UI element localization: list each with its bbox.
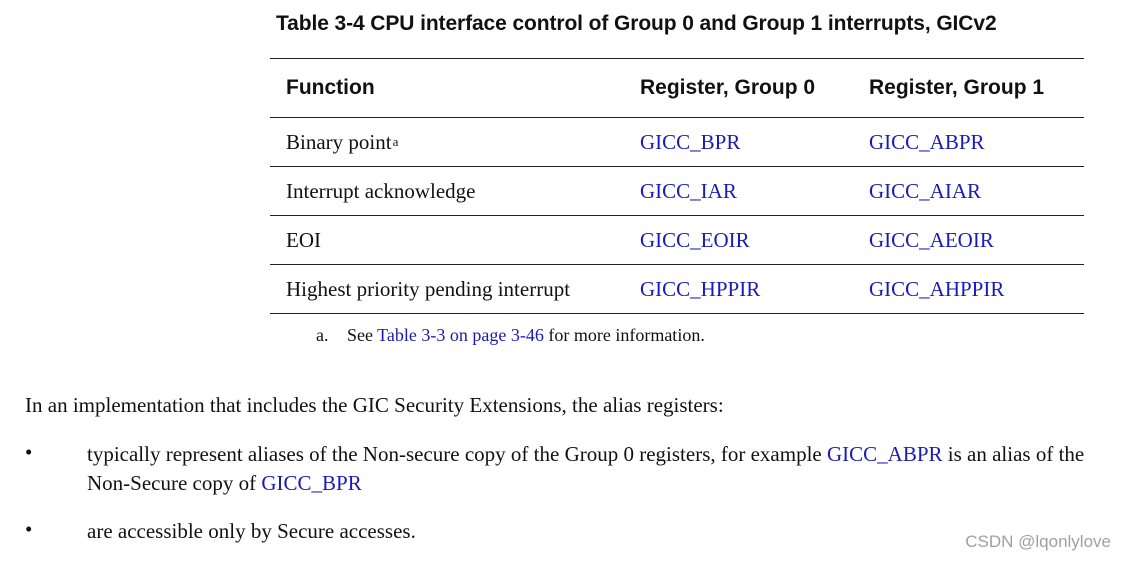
table-row bbox=[270, 216, 1084, 265]
footnote-mark[interactable]: a bbox=[392, 134, 399, 149]
list-item-text-part: is an alias of the Non-Secure copy of bbox=[87, 442, 1085, 495]
bullet-symbol: • bbox=[25, 440, 33, 464]
bullet-symbol: • bbox=[25, 517, 33, 541]
register-link-group-1[interactable]: GICC_AIAR bbox=[869, 178, 982, 203]
register-link-group-1[interactable]: GICC_AEOIR bbox=[869, 227, 994, 252]
footnote-prefix: See bbox=[347, 325, 378, 345]
table-header-row bbox=[270, 59, 1084, 118]
register-link-group-1[interactable]: GICC_ABPR bbox=[869, 129, 985, 154]
intro-paragraph: In an implementation that includes the GIC Security Extensions, the alias registers: bbox=[25, 393, 724, 417]
footnote-letter: a. bbox=[316, 325, 329, 345]
register-link-group-0[interactable]: GICC_IAR bbox=[640, 178, 737, 203]
function-cell: Interrupt acknowledge bbox=[286, 178, 476, 203]
watermark: CSDN @lqonlylove bbox=[965, 532, 1111, 551]
register-table bbox=[270, 58, 1084, 314]
gicc-abpr-link[interactable]: GICC_ABPR bbox=[826, 442, 943, 466]
list-item-text-part: typically represent aliases of the Non-secure copy of the Group 0 registers, for example bbox=[87, 442, 827, 466]
header-register-group-0: Register, Group 0 bbox=[640, 76, 816, 99]
table-caption: Table 3-4 CPU interface control of Group 0 and Group 1 interrupts, GICv2 bbox=[276, 12, 997, 35]
table-row bbox=[270, 167, 1084, 216]
register-link-group-1[interactable]: GICC_AHPPIR bbox=[869, 276, 1005, 301]
header-register-group-1: Register, Group 1 bbox=[869, 76, 1045, 99]
function-cell: Highest priority pending interrupt bbox=[286, 276, 571, 301]
footnote-table-link[interactable]: Table 3-3 on page 3-46 bbox=[377, 325, 544, 345]
function-cell: EOI bbox=[286, 227, 321, 252]
register-link-group-0[interactable]: GICC_BPR bbox=[640, 129, 741, 154]
header-function: Function bbox=[286, 76, 375, 99]
footnote-suffix: for more information. bbox=[543, 325, 705, 345]
register-link-group-0[interactable]: GICC_EOIR bbox=[640, 227, 750, 252]
table-footnote bbox=[316, 325, 705, 346]
list-item-text bbox=[87, 440, 1087, 498]
table-row bbox=[270, 118, 1084, 167]
list-item-text: are accessible only by Secure accesses. bbox=[87, 519, 416, 543]
table-row bbox=[270, 265, 1084, 314]
function-label: Binary point bbox=[286, 129, 392, 154]
function-cell bbox=[286, 118, 398, 166]
register-link-group-0[interactable]: GICC_HPPIR bbox=[640, 276, 761, 301]
gicc-bpr-link[interactable]: GICC_BPR bbox=[261, 471, 362, 495]
